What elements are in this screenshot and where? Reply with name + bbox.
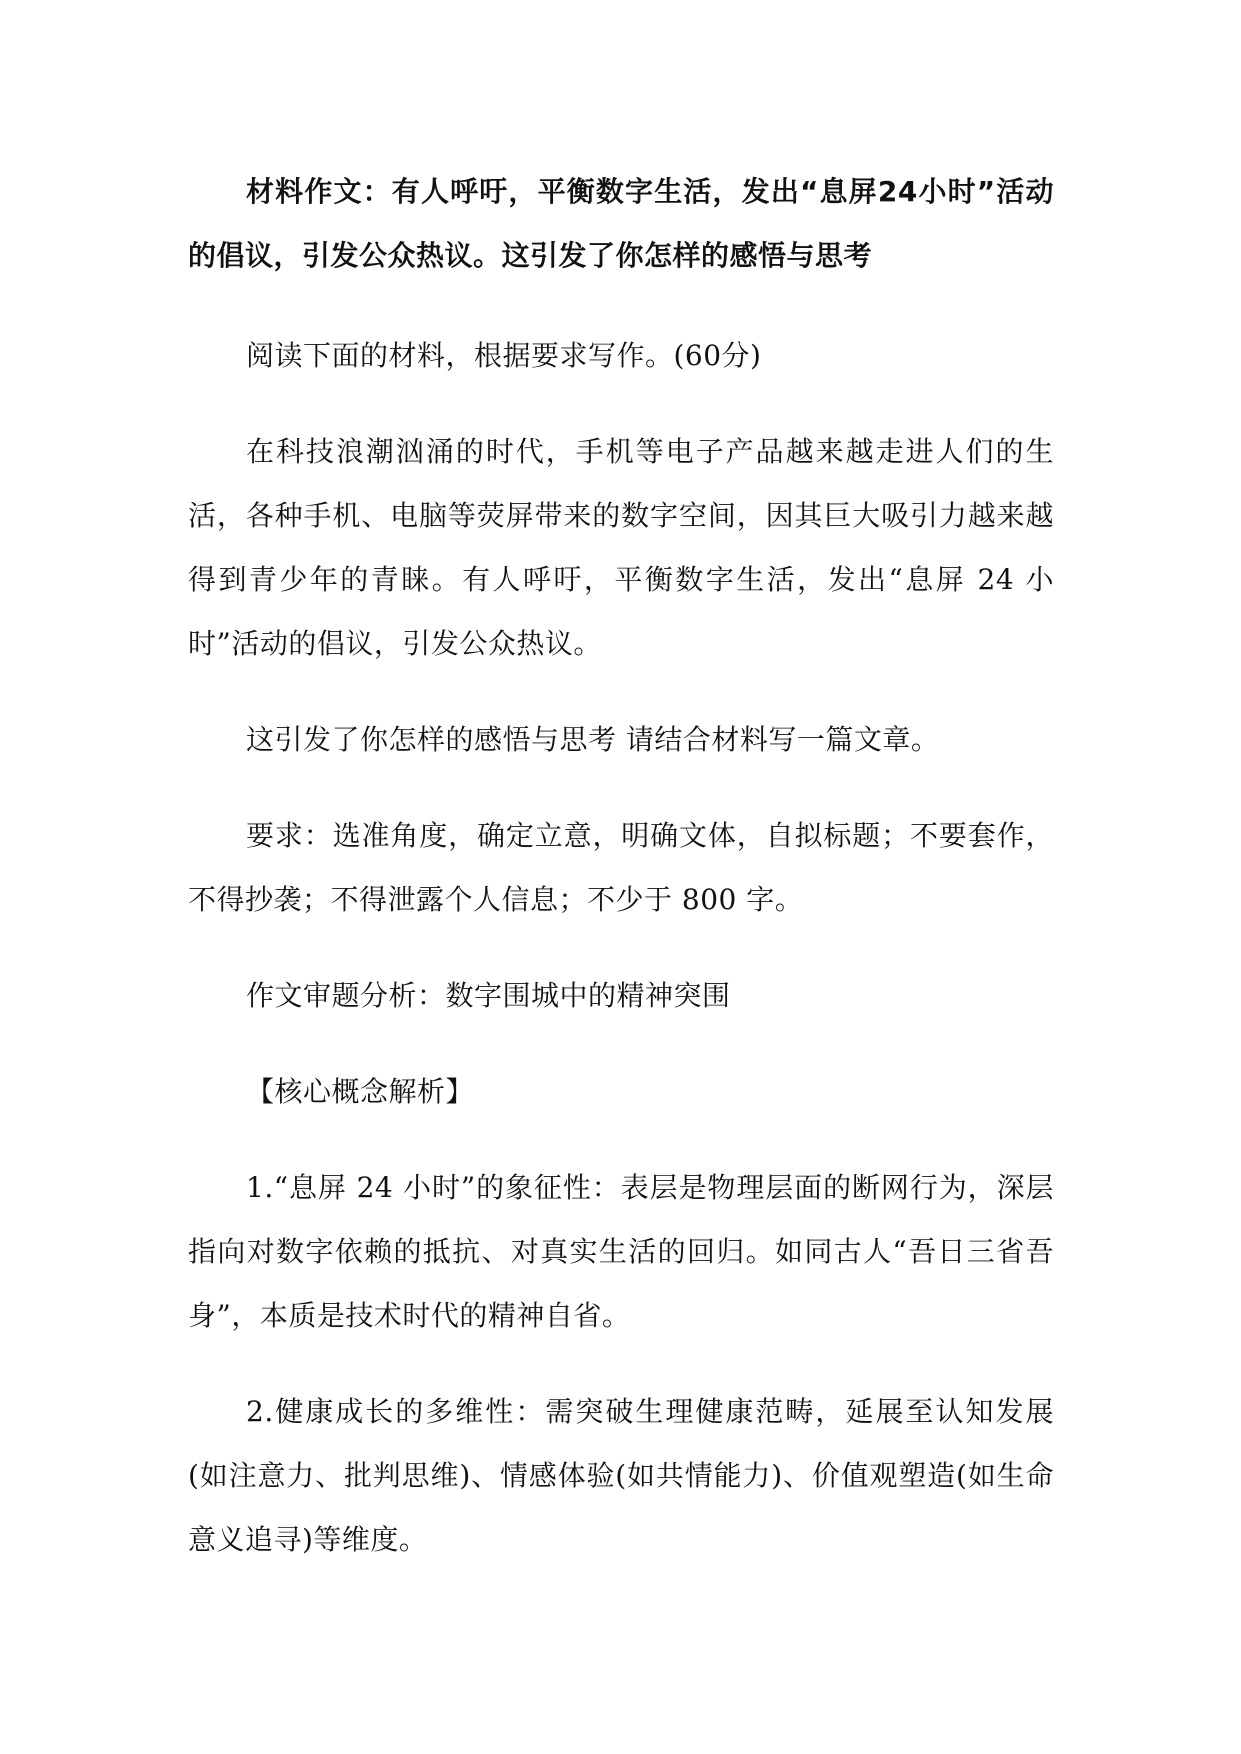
material-paragraph: 在科技浪潮汹涌的时代，手机等电子产品越来越走进人们的生活，各种手机、电脑等荧屏带来的数字空间，因其巨大吸引力越来越得到青少年的青睐。有人呼吁，平衡数字生活，发出“息屏 24 小时”活动的倡议，引发公众热议。 (188, 435, 1054, 660)
concept-item-2: 2.健康成长的多维性：需突破生理健康范畴，延展至认知发展(如注意力、批判思维)、情感体验(如共情能力)、价值观塑造(如生命意义追寻)等维度。 (188, 1395, 1054, 1556)
instruction-paragraph: 阅读下面的材料，根据要求写作。(60分) (246, 339, 762, 372)
document-title: 材料作文：有人呼吁，平衡数字生活，发出“息屏24小时”活动的倡议，引发公众热议。这引发了你怎样的感悟与思考 (188, 175, 1054, 272)
question-paragraph: 这引发了你怎样的感悟与思考 请结合材料写一篇文章。 (246, 723, 940, 756)
analysis-heading: 作文审题分析：数字围城中的精神突围 (246, 979, 731, 1012)
section-heading: 【核心概念解析】 (246, 1075, 475, 1108)
concept-item-1: 1.“息屏 24 小时”的象征性：表层是物理层面的断网行为，深层指向对数字依赖的抵抗、对真实生活的回归。如同古人“吾日三省吾身”，本质是技术时代的精神自省。 (188, 1171, 1054, 1332)
document-body (188, 160, 1054, 1604)
requirements-paragraph: 要求：选准角度，确定立意，明确文体，自拟标题；不要套作，不得抄袭；不得泄露个人信息；不少于 800 字。 (188, 819, 1054, 916)
